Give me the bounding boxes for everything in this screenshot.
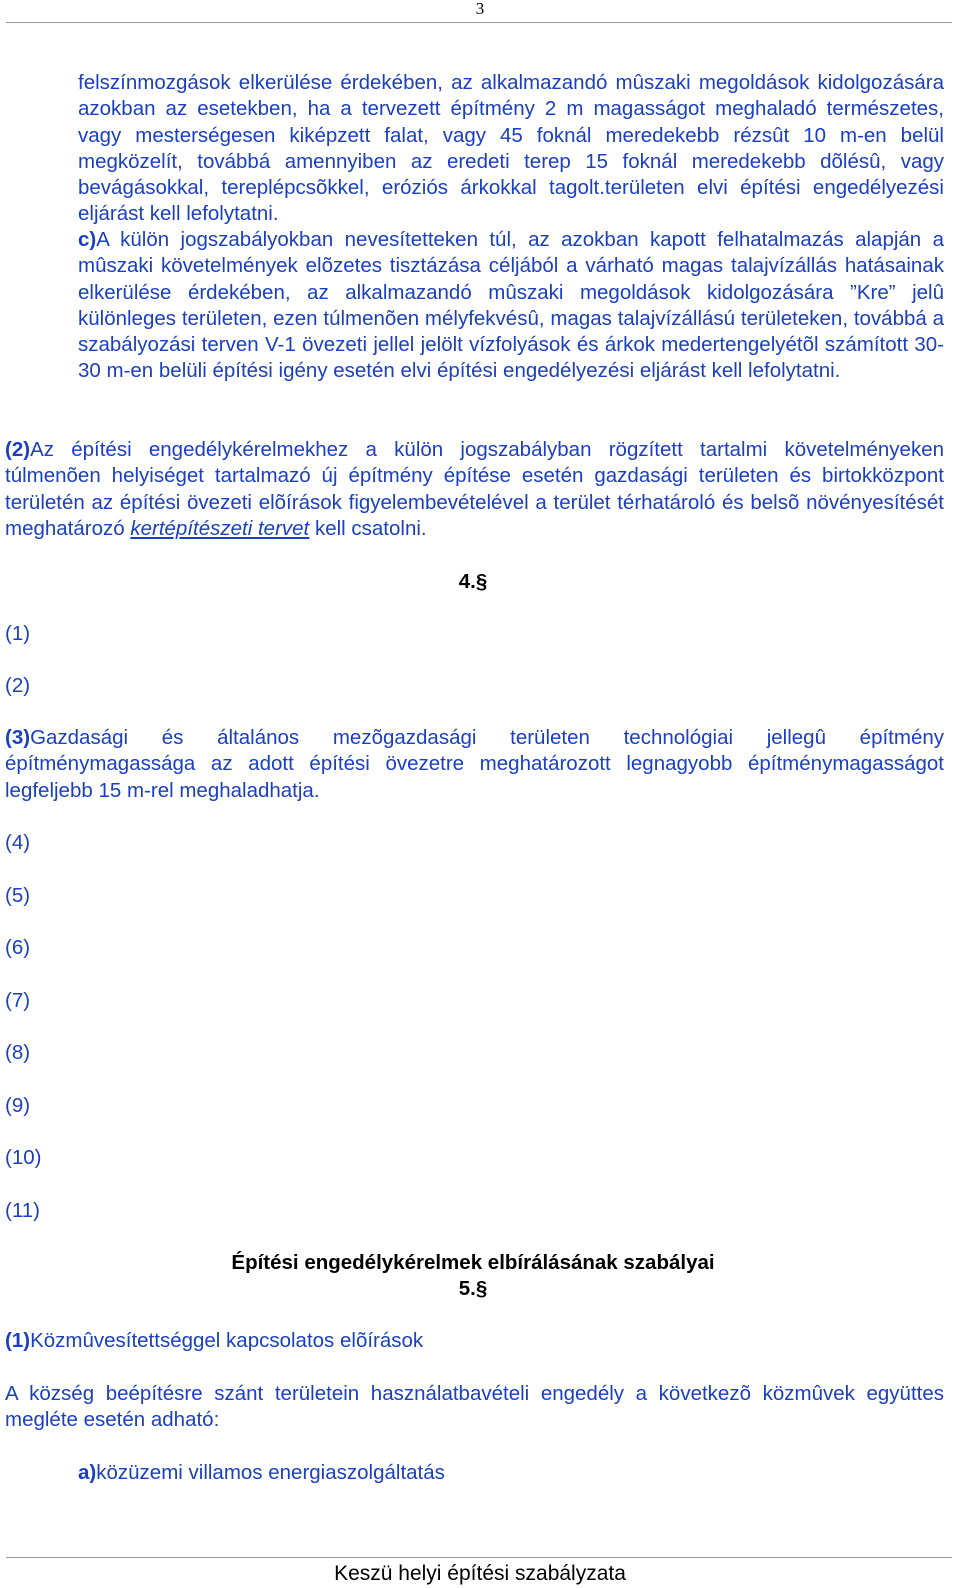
paragraph-2-text-end: kell csatolni. — [309, 516, 427, 540]
section-4-heading: 4.§ — [458, 570, 488, 593]
item-number-10: (10) — [5, 1146, 42, 1169]
item-number-2: (2) — [5, 674, 31, 697]
garden-plan-link[interactable]: kertépítészeti tervet — [130, 516, 310, 540]
paragraph-b-continuation: felszínmozgások elkerülése érdekében, az alkalmazandó mûszaki megoldások kidolgozására azokban az esetekben, ha a tervezett építmény 2 m magasságot meghaladó természetes, vagy mesterségesen kiképzett falat, vagy 45 foknál meredekebb rézsût 10 m-en belül megközelít, továbbá amennyiben az eredeti terep 15 foknál meredekebb dõlésû, vagy bevágásokkal, tereplépcsõkkel, eróziós árkokkal tagolt.területen elvi építési engedélyezési eljárást kell lefolytatni. — [78, 71, 944, 226]
footer-rule — [6, 1557, 952, 1558]
paragraph-c — [78, 227, 944, 385]
header-rule — [6, 22, 952, 23]
item-number-4: (4) — [5, 831, 31, 854]
paragraph-c-label: c) — [78, 228, 97, 251]
item-number-7: (7) — [5, 989, 31, 1012]
page-footer: Keszü helyi építési szabályzata — [334, 1562, 626, 1585]
paragraph-2-text: Az építési engedélykérelmekhez a külön jogszabályban rögzített tartalmi követelményeken túlmenõen helyiséget tartalmazó új építmény építése esetén gazdasági területen és birtokközpont területén az építési övezeti elõírások figyelembevételével a terület térhatároló és belsõ növényesítését meghatározó — [5, 438, 944, 540]
item-number-1: (1) — [5, 622, 31, 645]
paragraph-2-label: (2) — [5, 438, 31, 461]
paragraph-5-intro: A község beépítésre szánt területein használatbavételi engedély a következõ közmûvek együttes megléte esetén adható: — [5, 1382, 944, 1432]
list-item-a-label: a) — [78, 1461, 97, 1484]
item-number-8: (8) — [5, 1041, 31, 1064]
paragraph-3-text: Gazdasági és általános mezõgazdasági területen technológiai jellegû építmény építménymagassága az adott építési övezetre meghatározott legnagyobb építménymagasságot legfeljebb 15 m-rel meghaladhatja. — [5, 726, 944, 802]
page-number: 3 — [475, 0, 485, 18]
paragraph-2 — [5, 437, 944, 542]
paragraph-5-1-text: Közmûvesítettséggel kapcsolatos elõírások — [30, 1329, 424, 1352]
paragraph-5-1-label: (1) — [5, 1329, 31, 1352]
list-item-a-text: közüzemi villamos energiaszolgáltatás — [96, 1461, 445, 1484]
chapter-title: Építési engedélykérelmek elbírálásának szabályai — [231, 1251, 715, 1274]
paragraph-5-1 — [5, 1328, 944, 1354]
paragraph-3 — [5, 725, 944, 804]
paragraph-c-text: A külön jogszabályokban nevesítetteken túl, az azokban kapott felhatalmazás alapján a mûszaki követelmények elõzetes tisztázása céljából a várható magas talajvízállás hatásainak elkerülése érdekében, az alkalmazandó mûszaki megoldások kidolgozására ”Kre” jelû különleges területen, ezen túlmenõen mélyfekvésû, magas talajvízállású területeken, továbbá a szabályozási terven V-1 övezeti jellel jelölt vízfolyások és árkok medertengelyétõl számított 30-30 m-en belüli építési igény esetén elvi építési engedélyezési eljárást kell lefolytatni. — [78, 228, 944, 383]
paragraph-3-label: (3) — [5, 726, 31, 749]
section-5-heading: 5.§ — [458, 1277, 488, 1300]
list-item-a — [78, 1460, 944, 1486]
item-number-6: (6) — [5, 936, 31, 959]
item-number-11: (11) — [5, 1199, 40, 1222]
item-number-9: (9) — [5, 1094, 31, 1117]
item-number-5: (5) — [5, 884, 31, 907]
